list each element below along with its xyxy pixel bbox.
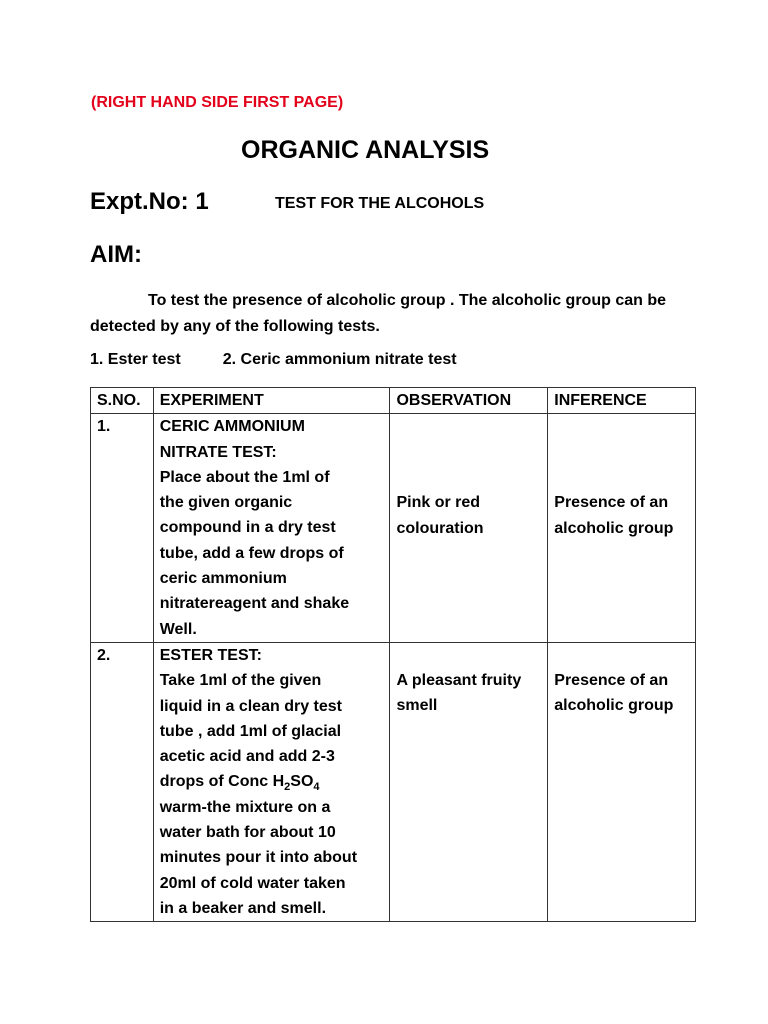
header-inference: INFERENCE	[548, 388, 696, 414]
subscript-four: 4	[313, 781, 320, 794]
page-note: (RIGHT HAND SIDE FIRST PAGE)	[91, 94, 344, 111]
cell-experiment	[153, 642, 390, 921]
experiment-body-part-b: SO	[290, 773, 314, 791]
test-item-ceric: 2. Ceric ammonium nitrate test	[222, 351, 457, 368]
inference-text: Presence of an alcoholic group	[554, 494, 674, 537]
cell-sno: 2.	[91, 642, 154, 921]
cell-inference	[548, 642, 696, 921]
experiment-body-text	[160, 668, 384, 921]
cell-observation	[390, 642, 548, 921]
experiment-body-part-a: Take 1ml of the given liquid in a clean dry test tube , add 1ml of glacial acetic acid and add 2-3 drops of Conc H	[159, 672, 342, 791]
cell-experiment	[153, 414, 390, 643]
inference-text: Presence of an alcoholic group	[554, 671, 674, 715]
table-row	[91, 414, 696, 643]
aim-paragraph	[90, 288, 680, 340]
cell-observation	[390, 414, 548, 643]
table-row	[91, 642, 696, 921]
aim-paragraph-text: To test the presence of alcoholic group . The alcoholic group can be detected by any of the following tests.	[90, 292, 666, 335]
experiment-body-part-c: warm-the mixture on a water bath for about 10 minutes pour it into about 20ml of cold water taken in a beaker and smell.	[159, 798, 358, 917]
experiment-title: TEST FOR THE ALCOHOLS	[275, 195, 485, 212]
experiment-title-text: CERIC AMMONIUM NITRATE TEST:	[159, 418, 305, 461]
header-observation: OBSERVATION	[390, 388, 548, 414]
experiment-number: Expt.No: 1	[90, 188, 209, 215]
cell-inference	[548, 414, 696, 643]
page-title: ORGANIC ANALYSIS	[241, 136, 490, 164]
observation-text: A pleasant fruity smell	[396, 671, 522, 715]
results-table	[90, 387, 696, 922]
experiment-body-text: Place about the 1ml of the given organic compound in a dry test tube, add a few drops of ceric ammonium nitratereagent and shake Well.	[159, 468, 350, 638]
table-header-row	[91, 388, 696, 414]
header-experiment: EXPERIMENT	[153, 388, 390, 414]
subscript-two: 2	[284, 781, 291, 794]
experiment-title-text: ESTER TEST:	[159, 646, 262, 664]
test-list	[90, 351, 457, 369]
header-sno: S.NO.	[91, 388, 154, 414]
aim-heading: AIM:	[90, 241, 142, 268]
cell-sno: 1.	[91, 414, 154, 643]
observation-text: Pink or red colouration	[396, 494, 484, 537]
test-item-ester: 1. Ester test	[90, 351, 181, 368]
